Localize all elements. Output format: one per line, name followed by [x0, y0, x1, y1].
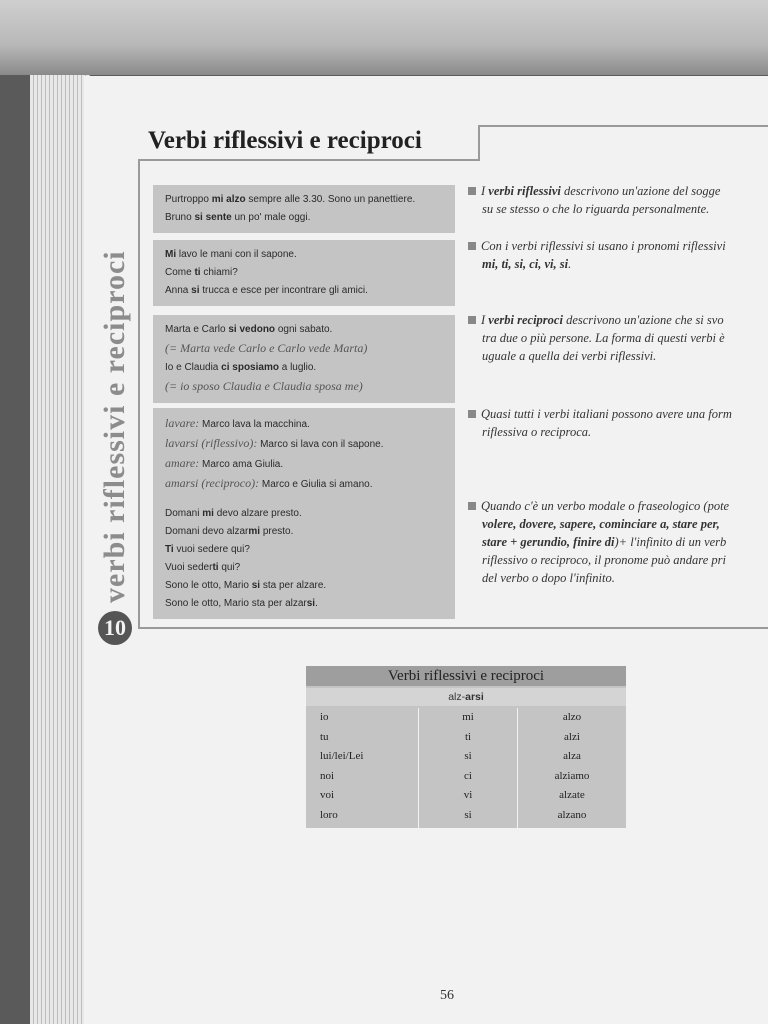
text-segment: sta per alzare. [260, 580, 327, 591]
text-segment: Vuoi seder [165, 562, 213, 573]
text-segment: Mi [165, 249, 177, 260]
example-box [153, 408, 455, 500]
book-page-edges [30, 75, 90, 1024]
text-line [165, 474, 443, 494]
text-segment: ti [212, 562, 219, 573]
scan-top-shadow [0, 0, 768, 75]
text-line [468, 423, 768, 441]
text-segment: a luglio. [278, 362, 317, 373]
chapter-side-label [95, 180, 135, 650]
text-segment: I [481, 313, 489, 327]
text-line [165, 282, 443, 300]
text-line [165, 559, 443, 577]
text-segment: stare + gerundio, finire di [482, 535, 615, 549]
text-segment: Domani devo alzar [165, 526, 249, 537]
pronoun-cell: mi [462, 711, 474, 723]
text-line [165, 505, 443, 523]
text-segment: Domani [165, 508, 203, 519]
pronoun-cell: si [464, 750, 472, 762]
text-segment: Marco si lava con il sapone. [257, 439, 384, 450]
text-line [165, 454, 443, 474]
text-segment: Marta e Carlo [165, 324, 229, 335]
text-segment: verbi reciproci [488, 313, 563, 327]
text-segment: verbi riflessivi [488, 184, 561, 198]
text-line [468, 311, 768, 329]
text-segment: chiami? [200, 267, 238, 278]
text-line [468, 200, 768, 218]
text-segment: Marco ama Giulia. [199, 459, 284, 470]
text-segment: Purtroppo [165, 194, 212, 205]
form-cell: alza [563, 750, 581, 762]
text-line [468, 551, 768, 569]
text-segment: (= io sposo Claudia e Claudia sposa me) [165, 379, 363, 393]
text-line [468, 182, 768, 200]
text-segment: Anna [165, 285, 192, 296]
person-cell: voi [320, 789, 335, 801]
text-segment: Sono le otto, Mario [165, 580, 252, 591]
text-line [165, 595, 443, 613]
text-line [468, 515, 768, 533]
example-box [153, 499, 455, 619]
example-box [153, 185, 455, 233]
text-segment: vuoi sedere qui? [173, 544, 250, 555]
pronouns-column [418, 708, 518, 828]
text-line [468, 405, 768, 423]
text-line [165, 414, 443, 434]
square-bullet-icon [468, 502, 476, 510]
page-number: 56 [440, 988, 454, 1003]
form-cell: alzano [557, 808, 587, 821]
text-segment: ti [194, 267, 201, 278]
form-cell: alziamo [554, 769, 590, 782]
square-bullet-icon [468, 410, 476, 418]
text-segment: Ti [165, 544, 174, 555]
text-segment: lavarsi (riflessivo): [165, 436, 258, 450]
text-segment: I [481, 184, 489, 198]
example-box [153, 240, 455, 306]
square-bullet-icon [468, 187, 476, 195]
text-line [165, 339, 443, 359]
text-segment: lavo le mani con il sapone. [176, 249, 297, 260]
page-title: Verbi riflessivi e reciproci [148, 127, 422, 154]
text-segment: ogni sabato. [275, 324, 333, 335]
text-line [468, 569, 768, 587]
person-cell: loro [320, 808, 338, 821]
conjugation-title: Verbi riflessivi e reciproci [306, 666, 626, 686]
text-line [468, 347, 768, 365]
chapter-number-badge: 10 [98, 611, 132, 645]
text-line [468, 255, 768, 273]
text-segment: mi, ti, si, ci, vi, si [482, 257, 569, 271]
text-segment: . [568, 257, 572, 271]
text-line [165, 377, 443, 397]
text-segment: qui? [218, 562, 241, 573]
text-segment: Bruno [165, 212, 195, 223]
text-line [165, 264, 443, 282]
text-line [468, 329, 768, 347]
text-segment: Quando c'è un verbo modale o fraseologico (pote [481, 499, 730, 513]
text-segment: amare: [165, 456, 200, 470]
text-line [165, 577, 443, 595]
text-segment: Come [165, 267, 195, 278]
pronoun-cell: vi [463, 789, 473, 801]
text-line [468, 533, 768, 551]
form-cell: alzate [559, 789, 585, 801]
text-segment: Marco lava la macchina. [199, 419, 310, 430]
text-segment: si [306, 598, 316, 609]
text-line [165, 246, 443, 264]
text-segment: devo alzare presto. [213, 508, 302, 519]
text-segment: su se stesso o che lo riguarda personalmente. [482, 202, 710, 216]
text-segment: Io e Claudia [165, 362, 222, 373]
pronoun-cell: ci [464, 769, 472, 782]
text-segment: Quasi tutti i verbi italiani possono avere una form [481, 407, 732, 421]
text-segment: Con i verbi riflessivi si usano i pronomi riflessivi [481, 239, 726, 253]
conjugation-table [306, 666, 626, 828]
rule-item [468, 182, 768, 218]
text-line [165, 541, 443, 559]
pronoun-cell: ti [464, 730, 472, 743]
chapter-label: verbi riflessivi e reciproci [98, 250, 131, 603]
text-segment: lavare: [165, 416, 200, 430]
text-segment: . [315, 598, 318, 609]
text-segment: mi [248, 526, 261, 537]
forms-column [518, 708, 626, 828]
person-cell: lui/lei/Lei [320, 750, 364, 762]
rule-item [468, 237, 768, 273]
text-segment: trucca e esce per incontrare gli amici. [199, 285, 368, 296]
person-cell: io [320, 711, 329, 723]
text-segment: descrivono un'azione del sogge [560, 184, 721, 198]
rule-item [468, 405, 768, 441]
text-segment: volere, dovere, sapere, cominciare a, stare per, [482, 517, 720, 531]
text-segment: mi alzo [211, 194, 246, 205]
text-line [165, 209, 443, 227]
pronoun-cell: si [464, 808, 472, 821]
text-line [165, 434, 443, 454]
text-segment: si vedono [228, 324, 276, 335]
text-segment: Marco e Giulia si amano. [259, 479, 373, 490]
square-bullet-icon [468, 316, 476, 324]
text-segment: si [191, 285, 200, 296]
text-segment: del verbo o dopo l'infinito. [482, 571, 615, 585]
persons-column [320, 708, 416, 828]
text-segment: presto. [260, 526, 294, 537]
text-segment: riflessiva o reciproca. [482, 425, 592, 439]
example-box [153, 315, 455, 403]
rule-item [468, 311, 768, 365]
form-cell: alzo [562, 711, 582, 723]
text-segment: amarsi (reciproco): [165, 476, 260, 490]
text-line [165, 523, 443, 541]
text-segment: si sente [194, 212, 232, 223]
text-segment: uguale a quella dei verbi riflessivi. [482, 349, 657, 363]
rule-item [468, 497, 768, 587]
text-line [468, 497, 768, 515]
text-line [165, 359, 443, 377]
text-segment: )+ l'infinito di un verb [614, 535, 727, 549]
text-segment: riflessivo o reciproco, il pronome può andare pri [482, 553, 726, 567]
text-segment: descrivono un'azione che si svo [562, 313, 724, 327]
text-line [468, 237, 768, 255]
text-line [165, 191, 443, 209]
person-cell: noi [320, 769, 335, 782]
person-cell: tu [320, 730, 329, 743]
text-segment: ci sposiamo [221, 362, 279, 373]
text-line [165, 321, 443, 339]
text-segment: Sono le otto, Mario sta per alzar [165, 598, 307, 609]
text-segment: si [251, 580, 261, 591]
title-box [138, 125, 480, 161]
text-segment: mi [202, 508, 214, 519]
verb-ending: arsi [465, 691, 484, 703]
text-segment: un po' male oggi. [231, 212, 311, 223]
square-bullet-icon [468, 242, 476, 250]
text-segment: tra due o più persone. La forma di questi verbi è [482, 331, 725, 345]
text-segment: sempre alle 3.30. Sono un panettiere. [245, 194, 416, 205]
conjugation-verb [306, 688, 626, 706]
form-cell: alzi [564, 730, 580, 743]
text-segment: (= Marta vede Carlo e Carlo vede Marta) [165, 341, 368, 355]
verb-stem: alz- [448, 691, 466, 703]
